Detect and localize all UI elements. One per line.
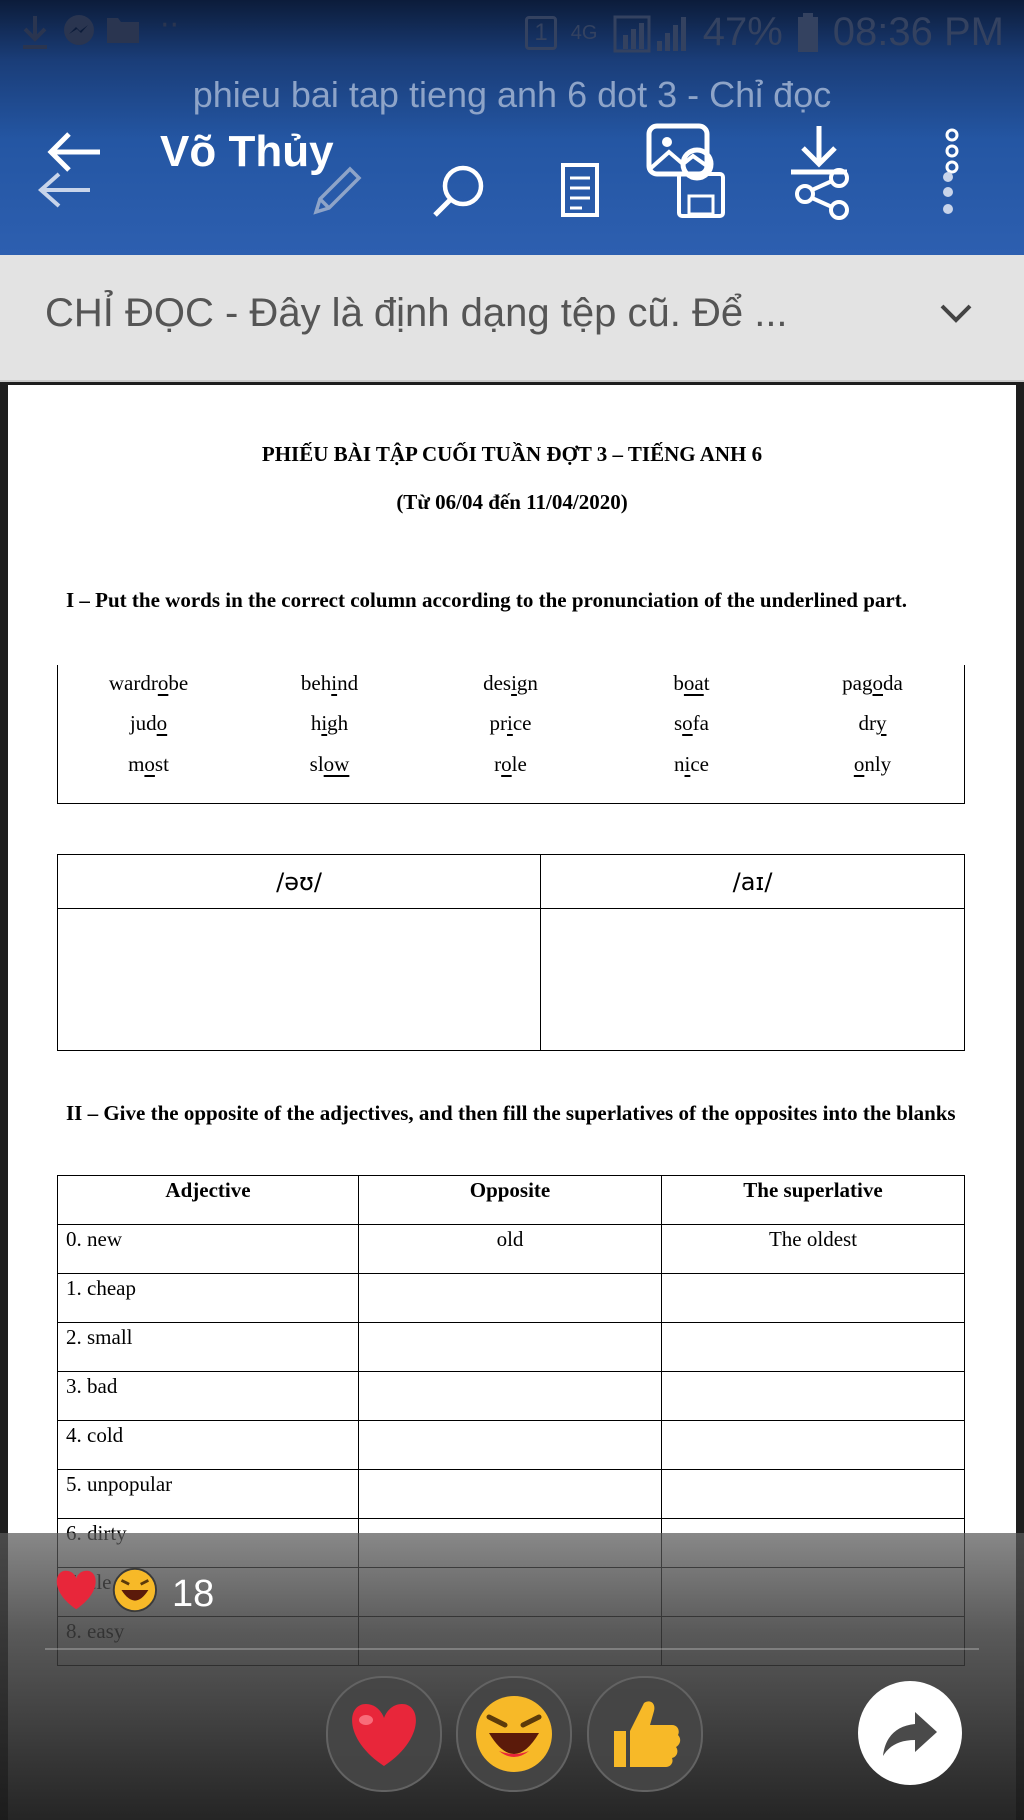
word-item: [58, 711, 239, 736]
table-row: [58, 1372, 965, 1421]
superlative-cell[interactable]: [662, 1372, 965, 1421]
adjective-cell: 1. cheap: [58, 1274, 359, 1323]
underlined-part: ow: [323, 752, 350, 776]
word-part: beh: [300, 671, 332, 695]
haha-icon: [473, 1693, 555, 1775]
table-row: [58, 1470, 965, 1519]
word-part: nd: [337, 671, 359, 695]
underlined-part: i: [684, 752, 691, 776]
word-part: be: [168, 671, 189, 695]
word-item: [239, 752, 420, 777]
pronunciation-table: [57, 854, 965, 1051]
word-item: [782, 711, 963, 736]
word-row: [58, 671, 964, 711]
table-row: [58, 1225, 965, 1274]
word-row: [58, 711, 964, 751]
more-options-icon[interactable]: [932, 125, 962, 217]
more-notifications-icon: ··: [160, 8, 180, 43]
underlined-part: o: [156, 711, 168, 735]
word-list-box: [57, 665, 965, 804]
superlative-cell[interactable]: [662, 1421, 965, 1470]
word-part: r: [494, 752, 502, 776]
word-part: ce: [690, 752, 709, 776]
opposite-cell[interactable]: [359, 1421, 662, 1470]
underlined-part: o: [144, 752, 155, 776]
banner-text: CHỈ ĐỌC - Đây là định dạng tệp cũ. Để ...: [45, 291, 788, 335]
table-row: [58, 1274, 965, 1323]
document-title: phieu bai tap tieng anh 6 dot 3 - Chỉ đọc: [192, 74, 832, 115]
worksheet-title: PHIẾU BÀI TẬP CUỐI TUẦN ĐỢT 3 – TIẾNG ANH 6: [261, 442, 763, 466]
word-part: pag: [842, 671, 873, 695]
underlined-part: i: [507, 711, 513, 735]
download-share-icon[interactable]: [783, 122, 855, 222]
haha-icon: [114, 1569, 156, 1611]
adjective-cell: 3. bad: [58, 1372, 359, 1421]
superlative-cell[interactable]: [662, 1274, 965, 1323]
battery-icon: [797, 13, 819, 53]
superlative-cell[interactable]: [662, 1323, 965, 1372]
search-icon[interactable]: [430, 162, 488, 220]
word-item: [601, 671, 782, 696]
header-opposite: Opposite: [359, 1176, 662, 1225]
opposite-cell[interactable]: old: [359, 1225, 662, 1274]
superlative-cell[interactable]: [662, 1470, 965, 1519]
reading-view-icon[interactable]: [560, 162, 600, 218]
reaction-summary-icons[interactable]: [50, 1565, 165, 1615]
adjective-cell: 4. cold: [58, 1421, 359, 1470]
underlined-part: y: [876, 711, 887, 735]
underlined-part: o: [682, 711, 693, 735]
adjective-cell: 2. small: [58, 1323, 359, 1372]
underlined-part: i: [321, 711, 328, 735]
back-arrow-icon[interactable]: [35, 128, 110, 210]
word-part: nly: [864, 752, 892, 776]
answer-cell-ai[interactable]: [541, 909, 965, 1051]
share-arrow-icon: [881, 1708, 939, 1758]
word-item: [782, 752, 963, 777]
word-part: da: [883, 671, 903, 695]
header-adjective: Adjective: [58, 1176, 359, 1225]
save-image-icon[interactable]: [645, 122, 730, 220]
overlay-divider: [45, 1648, 979, 1650]
opposite-cell[interactable]: [359, 1470, 662, 1519]
adjective-cell: 5. unpopular: [58, 1470, 359, 1519]
word-part: n: [674, 752, 685, 776]
chevron-down-icon[interactable]: [938, 295, 974, 331]
worksheet-subtitle: (Từ 06/04 đến 11/04/2020): [396, 490, 628, 514]
section2-instruction: II – Give the opposite of the adjectives, and then fill the superlatives of the opposites into the blanks: [66, 1101, 956, 1125]
word-part: wardr: [108, 671, 158, 695]
word-part: gn: [516, 671, 538, 695]
word-item: [420, 752, 601, 777]
read-only-banner[interactable]: [0, 255, 1024, 382]
signal-icon: [613, 13, 689, 53]
word-part: t: [703, 671, 710, 695]
word-item: [420, 711, 601, 736]
word-part: jud: [129, 711, 157, 735]
header-superlative: The superlative: [662, 1176, 965, 1225]
word-part: pr: [489, 711, 507, 735]
table-row: [58, 1421, 965, 1470]
underlined-part: o: [853, 752, 865, 776]
underlined-part: oa: [683, 671, 704, 695]
underlined-part: i: [331, 671, 338, 695]
underlined-part: o: [157, 671, 169, 695]
network-type: 4G: [570, 21, 598, 44]
app-header: [0, 0, 1024, 255]
table-row: [58, 1323, 965, 1372]
word-part: s: [673, 711, 683, 735]
word-part: des: [483, 671, 512, 695]
underlined-part: o: [872, 671, 883, 695]
section1-instruction: I – Put the words in the correct column according to the pronunciation of the underlined part.: [66, 588, 907, 612]
word-item: [782, 671, 963, 696]
word-item: [58, 671, 239, 696]
like-react-button[interactable]: [587, 1676, 703, 1792]
haha-react-button[interactable]: [456, 1676, 572, 1792]
download-status-icon: [20, 14, 50, 50]
status-right: [525, 10, 1004, 55]
word-part: fa: [692, 711, 709, 735]
word-item: [239, 711, 420, 736]
reaction-count: 18: [172, 1573, 215, 1615]
underlined-part: i: [511, 671, 517, 695]
messenger-icon: [62, 14, 96, 48]
folder-icon: [106, 14, 140, 44]
heart-react-button[interactable]: [326, 1676, 442, 1792]
share-button[interactable]: [858, 1681, 962, 1785]
heart-icon: [57, 1571, 96, 1609]
column-header-ou: /əʊ/: [58, 855, 541, 909]
heart-icon: [344, 1698, 424, 1770]
word-part: dr: [858, 711, 876, 735]
battery-percent: 47%: [702, 10, 783, 54]
status-bar: [0, 0, 1024, 70]
word-item: [239, 671, 420, 696]
user-name: Võ Thủy: [160, 127, 334, 176]
sim-indicator: 1: [525, 16, 556, 50]
word-part: le: [511, 752, 527, 776]
superlative-cell[interactable]: The oldest: [662, 1225, 965, 1274]
opposite-cell[interactable]: [359, 1372, 662, 1421]
word-part: gh: [327, 711, 349, 735]
word-item: [601, 711, 782, 736]
word-part: sl: [309, 752, 324, 776]
clock: 08:36 PM: [832, 10, 1004, 54]
word-item: [420, 671, 601, 696]
thumbs-up-icon: [606, 1695, 684, 1773]
opposite-cell[interactable]: [359, 1274, 662, 1323]
column-header-ai: /aɪ/: [541, 855, 965, 909]
word-part: m: [128, 752, 145, 776]
word-row: [58, 752, 964, 792]
adjective-cell: 0. new: [58, 1225, 359, 1274]
word-part: h: [310, 711, 322, 735]
opposite-cell[interactable]: [359, 1323, 662, 1372]
word-item: [601, 752, 782, 777]
word-item: [58, 752, 239, 777]
word-part: st: [154, 752, 169, 776]
word-part: b: [673, 671, 684, 695]
reactions-overlay: [0, 1533, 1024, 1820]
edit-pencil-icon[interactable]: [308, 165, 363, 220]
word-part: ce: [512, 711, 532, 735]
underlined-part: o: [501, 752, 512, 776]
answer-cell-ou[interactable]: [58, 909, 541, 1051]
